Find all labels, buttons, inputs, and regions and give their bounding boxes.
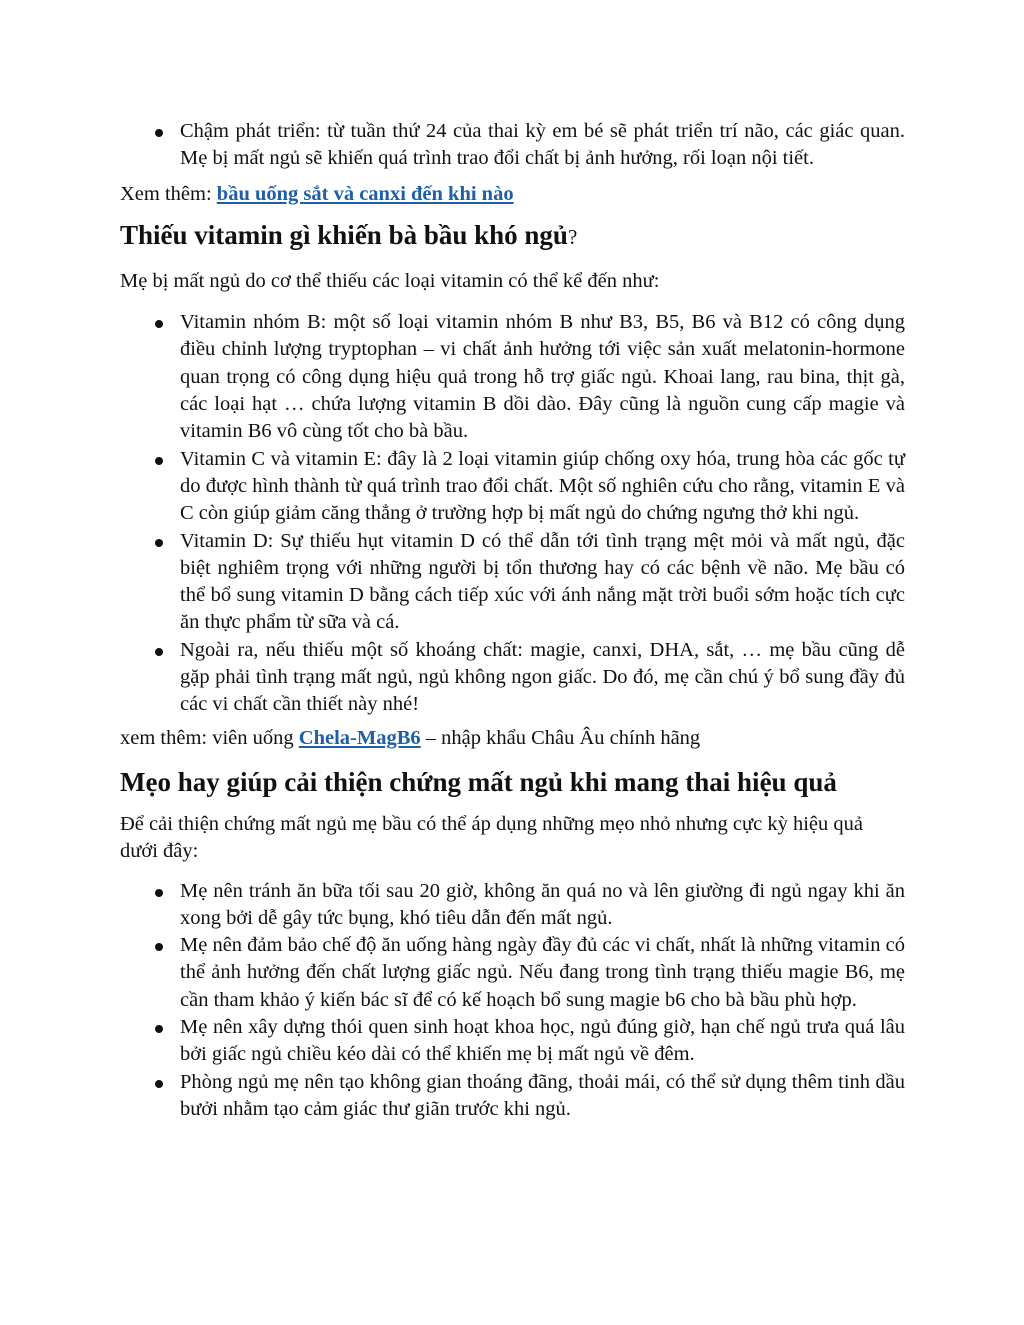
bullet-list-tips xyxy=(120,878,905,1124)
bullet-list-vitamins xyxy=(120,309,905,718)
see-also-product-line xyxy=(120,725,905,752)
bullet-icon xyxy=(155,648,163,656)
see-also-suffix: – nhập khẩu Châu Âu chính hãng xyxy=(420,726,701,749)
list-item xyxy=(180,932,905,1014)
heading-question-mark: ? xyxy=(567,224,578,249)
list-item-text: Vitamin C và vitamin E: đây là 2 loại vitamin giúp chống oxy hóa, trung hòa các gốc tự do được hình thành từ quá trình trao đổi chất. Một số nghiên cứu cho rằng, vitamin E và C còn giúp giảm căng thẳng ở trường hợp bị mất ngủ do chứng ngưng thở khi ngủ. xyxy=(180,447,905,525)
section-intro-tips: Để cải thiện chứng mất ngủ mẹ bầu có thể áp dụng những mẹo nhỏ nhưng cực kỳ hiệu quả dưới đây: xyxy=(120,812,863,863)
list-item-text: Ngoài ra, nếu thiếu một số khoáng chất: magie, canxi, DHA, sắt, … mẹ bầu cũng dễ gặp phải tình trạng mất ngủ, ngủ không ngon giấc. Do đó, mẹ cần chú ý bổ sung đầy đủ các vi chất cần thiết này nhé! xyxy=(180,638,905,716)
list-item xyxy=(180,637,905,719)
bullet-icon xyxy=(155,539,163,547)
see-also-link[interactable]: bầu uống sắt và canxi đến khi nào xyxy=(216,182,514,205)
list-item-text: Mẹ nên đảm bảo chế độ ăn uống hàng ngày đầy đủ các vi chất, nhất là những vitamin có thể ảnh hưởng đến chất lượng giấc ngủ. Nếu đang trong tình trạng thiếu magie B6, mẹ cần tham khảo ý kiến bác sĩ để có kế hoạch bổ sung magie b6 cho bà bầu phù hợp. xyxy=(180,934,905,1011)
list-item-text: Mẹ nên xây dựng thói quen sinh hoạt khoa học, ngủ đúng giờ, hạn chế ngủ trưa quá lâu bởi giấc ngủ chiều kéo dài có thể khiến mẹ bị mất ngủ về đêm. xyxy=(180,1016,905,1066)
bullet-icon xyxy=(155,129,163,137)
see-also-line xyxy=(120,181,905,208)
bullet-icon xyxy=(155,457,163,465)
bullet-list-effects xyxy=(120,118,905,173)
bullet-icon xyxy=(155,320,163,328)
list-item-text: Chậm phát triển: từ tuần thứ 24 của thai kỳ em bé sẽ phát triển trí não, các giác quan. Mẹ bị mất ngủ sẽ khiến quá trình trao đổi chất bị ảnh hưởng, rối loạn nội tiết. xyxy=(180,120,905,170)
list-item xyxy=(180,1014,905,1069)
bullet-icon xyxy=(155,1025,163,1033)
list-item xyxy=(180,1069,905,1124)
bullet-icon xyxy=(155,1080,163,1088)
section-heading-tips: Mẹo hay giúp cải thiện chứng mất ngủ khi mang thai hiệu quả xyxy=(120,766,837,797)
see-also-prefix: xem thêm: viên uống xyxy=(120,726,299,749)
bullet-icon xyxy=(155,889,163,897)
list-item xyxy=(180,878,905,933)
list-item xyxy=(180,528,905,637)
list-item-text: Mẹ nên tránh ăn bữa tối sau 20 giờ, không ăn quá no và lên giường đi ngủ ngay khi ăn xong bởi dễ gây tức bụng, khó tiêu dẫn đến mất ngủ. xyxy=(180,879,905,929)
list-item-text: Vitamin nhóm B: một số loại vitamin nhóm B như B3, B5, B6 và B12 có công dụng điều chỉnh lượng tryptophan – vi chất ảnh hưởng tới việc sản xuất melatonin-hormone quan trọng có công dụng hiệu quả trong hỗ trợ giấc ngủ. Khoai lang, rau bina, thịt gà, các loại hạt … chứa lượng vitamin B dồi dào. Đây cũng là nguồn cung cấp magie và vitamin B6 vô cùng tốt cho bà bầu. xyxy=(180,311,905,443)
list-item xyxy=(180,118,905,173)
section-heading-vitamins xyxy=(120,218,905,254)
list-item xyxy=(180,446,905,528)
list-item xyxy=(180,309,905,445)
list-item-text: Vitamin D: Sự thiếu hụt vitamin D có thể dẫn tới tình trạng mệt mỏi và mất ngủ, đặc biệt nghiêm trọng với những người bị tổn thương hay có các bệnh về não. Mẹ bầu có thể bổ sung vitamin D bằng cách tiếp xúc với ánh nắng mặt trời buổi sớm hoặc tích cực ăn thực phẩm từ sữa và cá. xyxy=(180,529,905,634)
list-item-text: Phòng ngủ mẹ nên tạo không gian thoáng đãng, thoải mái, có thể sử dụng thêm tinh dầu bưởi nhằm tạo cảm giác thư giãn trước khi ngủ. xyxy=(180,1070,905,1120)
document-content xyxy=(120,118,905,1123)
product-link[interactable]: Chela-MagB6 xyxy=(298,726,421,749)
section-intro-vitamins: Mẹ bị mất ngủ do cơ thể thiếu các loại vitamin có thể kể đến như: xyxy=(120,269,660,292)
bullet-icon xyxy=(155,943,163,951)
heading-text: Thiếu vitamin gì khiến bà bầu khó ngủ xyxy=(120,219,568,250)
see-also-prefix: Xem thêm: xyxy=(120,182,217,205)
